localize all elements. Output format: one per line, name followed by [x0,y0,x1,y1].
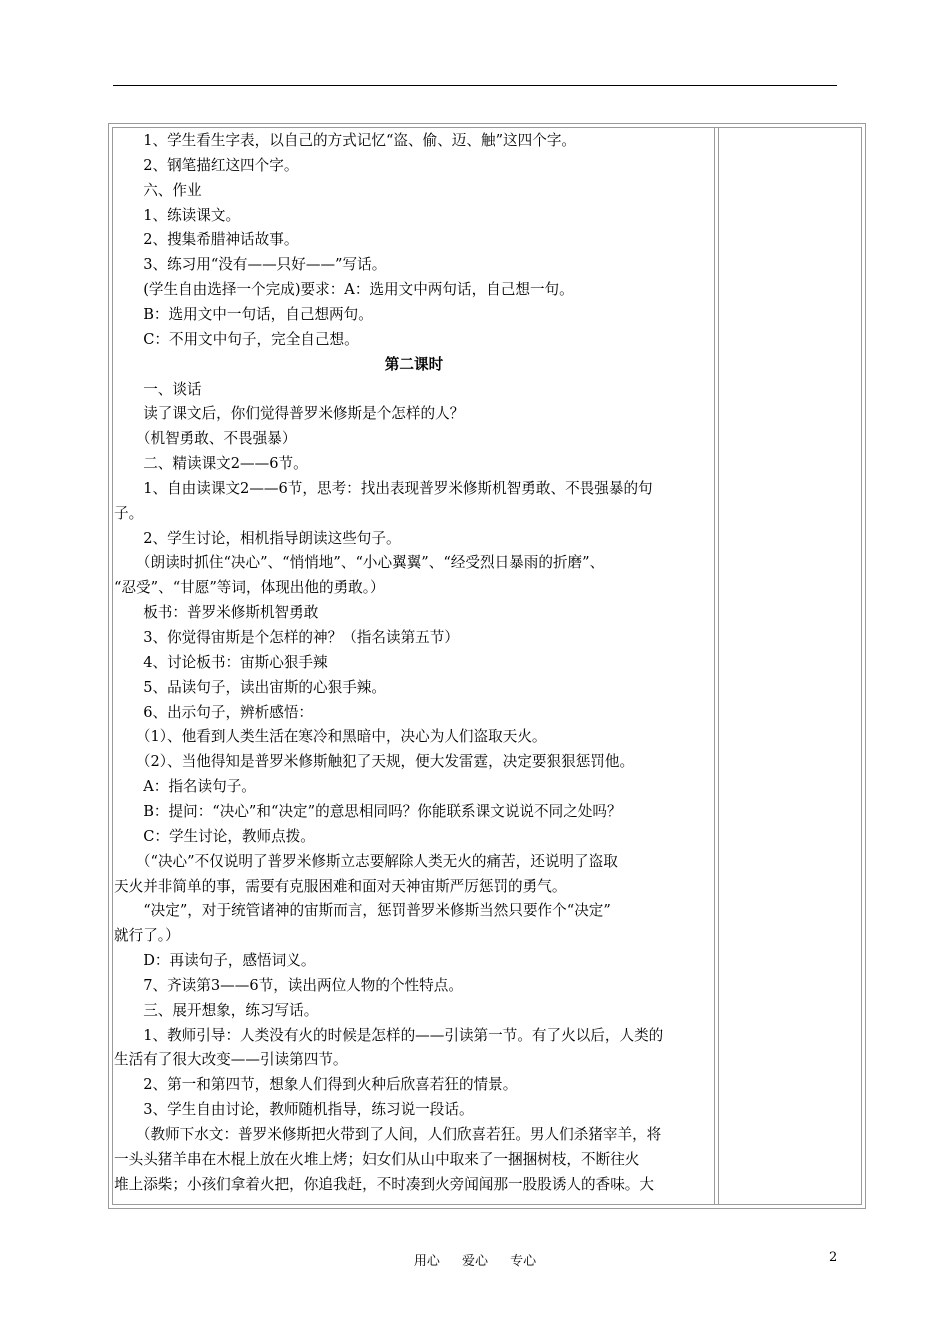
footer-motto-1: 用心 [413,1254,440,1269]
text-line: （“决心”不仅说明了普罗米修斯立志要解除人类无火的痛苦，还说明了盗取 [114,852,618,870]
text-line: （2）、当他得知是普罗米修斯触犯了天规，便大发雷霆，决定要狠狠惩罚他。 [114,753,635,771]
text-line: 1、自由读课文2——6节，思考：找出表现普罗米修斯机智勇敢、不畏强暴的句 [114,479,653,497]
text-line: 2、学生讨论，相机指导朗读这些句子。 [114,529,401,547]
text-line: C：学生讨论，教师点拨。 [114,827,315,845]
text-line: B：选用文中一句话，自己想两句。 [114,305,373,323]
text-line: （机智勇敢、不畏强暴） [114,430,297,448]
text-line: B：提问：“决心”和“决定”的意思相同吗？你能联系课文说说不同之处吗？ [114,802,622,820]
text-line: C：不用文中句子，完全自己想。 [114,330,359,348]
text-line: 1、练读课文。 [114,206,241,224]
text-line: 六、作业 [114,181,202,199]
section-heading: 第二课时 [384,355,444,373]
text-line: 2、搜集希腊神话故事。 [114,231,299,249]
column-divider [714,127,715,1205]
text-line: 堆上添柴；小孩们拿着火把，你追我赶，不时凑到火旁闻闻那一股股诱人的香味。大 [114,1175,654,1193]
text-line: 1、学生看生字表，以自己的方式记忆“盗、偷、迈、触”这四个字。 [114,132,577,149]
text-line: 2、钢笔描红这四个字。 [114,156,299,174]
text-line: （朗读时抓住“决心”、“悄悄地”、“小心翼翼”、“经受烈日暴雨的折磨”、 [114,554,605,572]
text-line: 2、第一和第四节，想象人们得到火种后欣喜若狂的情景。 [114,1076,518,1094]
column-divider [718,127,719,1205]
text-line: D：再读句子，感悟词义。 [114,952,316,970]
text-line: （1）、他看到人类生活在寒冷和黑暗中，决心为人们盗取天火。 [114,728,547,746]
text-line: A：指名读句子。 [114,778,256,796]
text-line: 4、讨论板书：宙斯心狠手辣 [114,653,328,671]
text-line: 板书：普罗米修斯机智勇敢 [114,604,319,622]
text-line: “忍受”、“甘愿”等词，体现出他的勇敢。） [114,579,385,597]
text-line: 读了课文后，你们觉得普罗米修斯是个怎样的人？ [114,405,465,423]
text-line: 三、展开想象，练习写话。 [114,1001,319,1019]
text-line: 7、齐读第3——6节，读出两位人物的个性特点。 [114,976,463,994]
text-line: 子。 [114,504,144,522]
text-line: 就行了。） [114,927,180,945]
text-line: 3、学生自由讨论，教师随机指导，练习说一段话。 [114,1101,474,1119]
text-line: “决定”，对于统管诸神的宙斯而言，惩罚普罗米修斯当然只要作个“决定” [114,902,611,920]
lesson-content-cell [114,129,714,1203]
text-line: 5、品读句子，读出宙斯的心狠手辣。 [114,678,386,696]
text-line: 天火并非简单的事，需要有克服困难和面对天神宙斯严厉惩罚的勇气。 [114,877,567,895]
text-line: 一、谈话 [114,380,202,398]
text-line: 一头头猪羊串在木棍上放在火堆上烤；妇女们从山中取来了一捆捆树枝，不断往火 [114,1150,640,1168]
text-line: 6、出示句子，辨析感悟： [114,703,314,721]
footer-motto [0,1250,950,1269]
text-line: 生活有了很大改变——引读第四节。 [114,1051,348,1069]
text-line: 1、教师引导：人类没有火的时候是怎样的——引读第一节。有了火以后，人类的 [114,1026,664,1044]
text-line: (学生自由选择一个完成)要求：A：选用文中两句话，自己想一句。 [114,281,574,299]
text-line: 3、练习用“没有——只好——”写话。 [114,256,387,274]
header-rule [113,85,837,86]
text-line: 二、精读课文2——6节。 [114,455,308,473]
page-number: 2 [829,1250,838,1265]
footer-motto-3: 专心 [510,1254,537,1269]
footer-motto-2: 爱心 [461,1254,488,1269]
text-line: 3、你觉得宙斯是个怎样的神？（指名读第五节） [114,629,459,646]
text-line: （教师下水文：普罗米修斯把火带到了人间，人们欣喜若狂。男人们杀猪宰羊，将 [114,1126,662,1143]
